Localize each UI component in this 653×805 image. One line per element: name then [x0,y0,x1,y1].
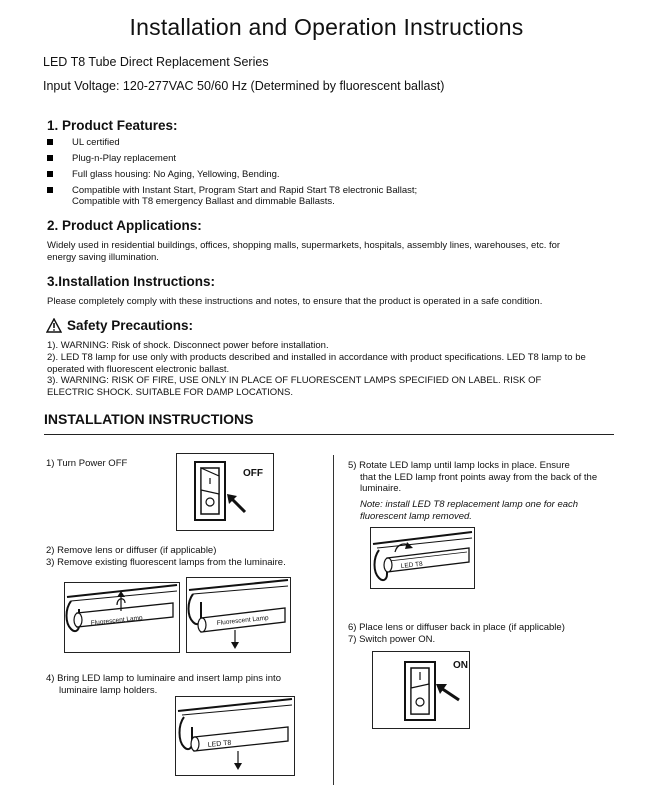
step-4-text: 4) Bring LED lamp to luminaire and insert lamp pins into luminaire lamp holders. [46,673,281,696]
insert-led-lamp-illustration [176,697,294,775]
bullet-icon [47,187,53,193]
step-6-text: 6) Place lens or diffuser back in place (if applicable) [348,622,565,633]
applications-heading: 2. Product Applications: [47,218,202,233]
rotate-led-lamp-illustration [371,528,474,588]
safety-list: 1). WARNING: Risk of shock. Disconnect power before installation. 2). LED T8 lamp for use only with products described and installed in accordance with product specifications. LED T8 lamp to be operated with fluorescent electronic ballast. 3). WARNING: RISK OF FIRE, USE ONLY IN PLACE OF FLUORESCENT LAMPS SPECIFIED ON LABEL. RISK OF ELECTRIC SHOCK. SUITABLE FOR DAMP LOCATIONS. [47,340,586,399]
off-label: OFF [243,468,263,479]
step-3-text: 3) Remove existing fluorescent lamps from the luminaire. [46,557,286,568]
remove-lamp-figure-a [64,582,180,653]
step-5-note: Note: install LED T8 replacement lamp one for each fluorescent lamp removed. [360,499,579,522]
installation-heading: 3.Installation Instructions: [47,274,216,289]
remove-lamp-illustration-a [65,583,179,652]
safety-heading: Safety Precautions: [67,318,194,333]
features-list [47,137,607,212]
led-t8-label-b: LED T8 [400,560,424,570]
on-label: ON [453,660,468,671]
bullet-icon [47,155,53,161]
column-divider [333,455,334,785]
divider [44,434,614,435]
bullet-icon [47,139,53,145]
warning-icon [46,318,62,333]
power-on-figure [372,651,470,729]
insert-led-lamp-figure [175,696,295,776]
series-line: LED T8 Tube Direct Replacement Series [43,55,269,69]
led-t8-label-a: LED T8 [207,739,232,749]
installation-instructions-heading: INSTALLATION INSTRUCTIONS [44,411,254,427]
installation-intro-text: Please completely comply with these instructions and notes, to ensure that the product is operated in a safe condition. [47,296,543,307]
remove-lamp-figure-b [186,577,291,653]
step-2-text: 2) Remove lens or diffuser (if applicable) [46,545,217,556]
list-item: Full glass housing: No Aging, Yellowing, Bending. [47,169,607,180]
fluorescent-lamp-label-a: Fluorescent Lamp [90,614,143,627]
power-off-illustration [177,454,273,530]
step-1-text: 1) Turn Power OFF [46,458,128,469]
applications-text: Widely used in residential buildings, offices, shopping malls, supermarkets, hospitals, assembly lines, warehouses, etc. for energy saving illumination. [47,240,561,263]
bullet-icon [47,171,53,177]
power-off-figure [176,453,274,531]
step-7-text: 7) Switch power ON. [348,634,436,645]
remove-lamp-illustration-b [187,578,290,652]
page-title: Installation and Operation Instructions [129,14,524,40]
power-on-illustration [373,652,469,728]
input-voltage-line: Input Voltage: 120-277VAC 50/60 Hz (Determined by fluorescent ballast) [43,79,445,93]
step-5-text: 5) Rotate LED lamp until lamp locks in place. Ensure that the LED lamp front points away from the back of the luminaire. [348,460,598,494]
features-heading: 1. Product Features: [47,118,178,133]
list-item: Compatible with Instant Start, Program Start and Rapid Start T8 electronic Ballast; Compatible with T8 emergency Ballast and dimmable Ballasts. [47,185,607,207]
list-item: Plug-n-Play replacement [47,153,607,164]
list-item: UL certified [47,137,607,148]
rotate-led-lamp-figure [370,527,475,589]
fluorescent-lamp-label-b: Fluorescent Lamp [216,614,269,627]
